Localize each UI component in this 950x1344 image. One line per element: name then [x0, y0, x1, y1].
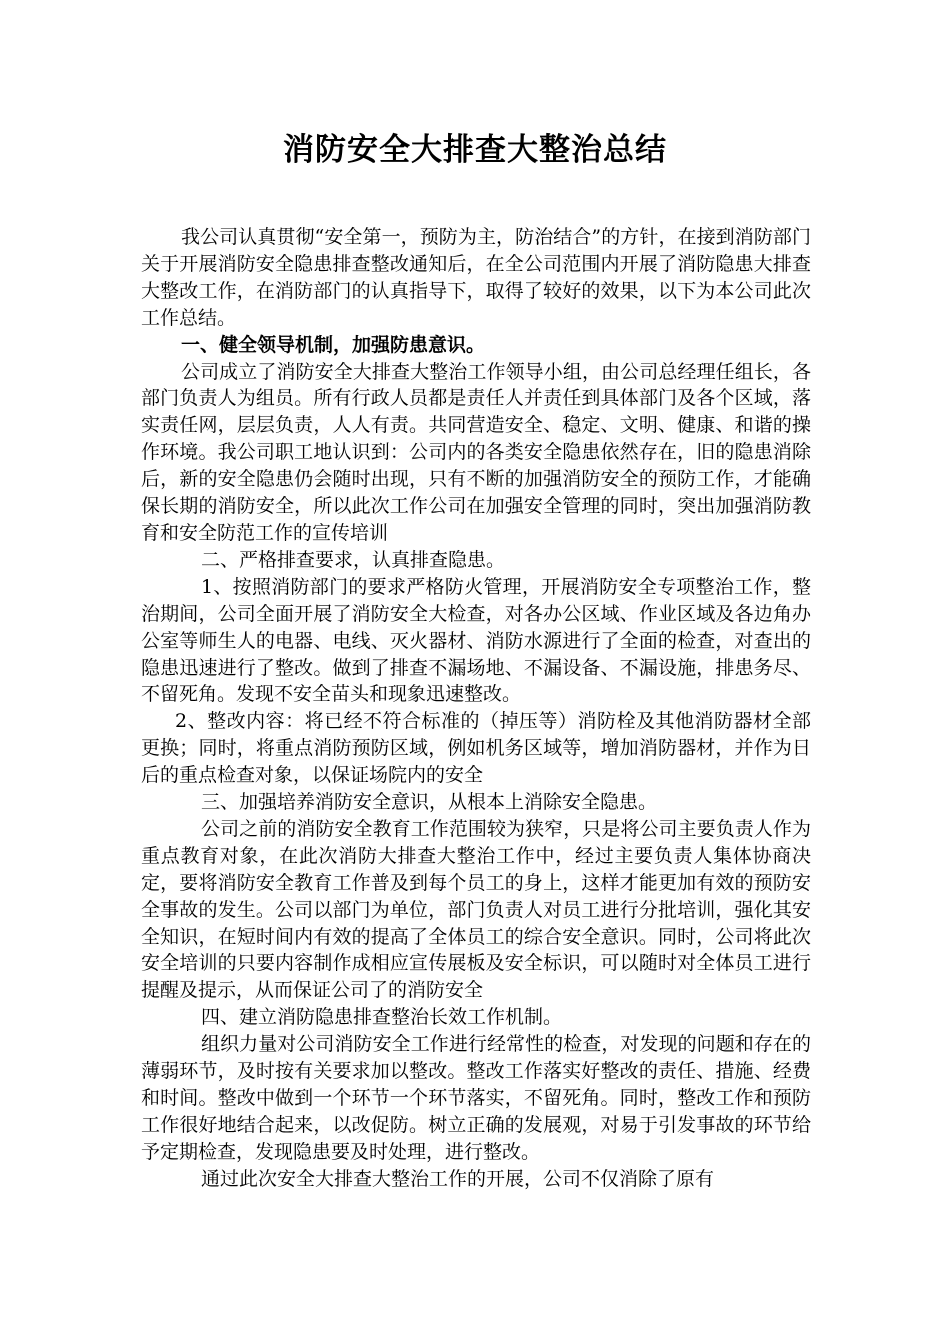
section-heading-3: 三、加强培养消防安全意识，从根本上消除安全隐患。: [201, 791, 658, 814]
section-2-item-2: 2、整改内容：将已经不符合标准的（掉压等）消防栓及其他消防器材全部更换；同时，将重点消防预防区域，例如机务区域等，增加消防器材，并作为日后的重点检查对象，以保证场院内的安全: [141, 710, 811, 787]
closing-paragraph: 通过此次安全大排查大整治工作的开展，公司不仅消除了原有: [201, 1167, 715, 1190]
section-4-paragraph: 组织力量对公司消防安全工作进行经常性的检查，对发现的问题和存在的薄弱环节，及时按有关要求加以整改。整改工作落实好整改的责任、措施、经费和时间。整改中做到一个环节一个环节落实，不留死角。同时，整改工作和预防工作很好地结合起来，以改促防。树立正确的发展观，对易于引发事故的环节给予定期检查，发现隐患要及时处理，进行整改。: [141, 1033, 811, 1163]
document-title: 消防安全大排查大整治总结: [283, 132, 667, 168]
section-3-paragraph: 公司之前的消防安全教育工作范围较为狭窄，只是将公司主要负责人作为重点教育对象，在此次消防大排查大整治工作中，经过主要负责人集体协商决定，要将消防安全教育工作普及到每个员工的身上，这样才能更加有效的预防安全事故的发生。公司以部门为单位，部门负责人对员工进行分批培训，强化其安全知识，在短时间内有效的提高了全体员工的综合安全意识。同时，公司将此次安全培训的只要内容制作成相应宣传展板及安全标识，可以随时对全体员工进行提醒及提示，从而保证公司了的消防安全: [141, 817, 811, 1002]
intro-paragraph: 我公司认真贯彻“安全第一，预防为主，防治结合”的方针，在接到消防部门关于开展消防安全隐患排查整改通知后，在全公司范围内开展了消防隐患大排查大整改工作，在消防部门的认真指导下，取得了较好的效果，以下为本公司此次工作总结。: [141, 226, 811, 329]
section-heading-4: 四、建立消防隐患排查整治长效工作机制。: [201, 1006, 563, 1029]
document-body: [141, 224, 811, 1193]
section-heading-1: 一、健全领导机制，加强防患意识。: [181, 333, 486, 356]
section-2-item-1: 1、按照消防部门的要求严格防火管理，开展消防安全专项整治工作，整治期间，公司全面开展了消防安全大检查，对各办公区域、作业区域及各边角办公室等师生人的电器、电线、灭火器材、消防水源进行了全面的检查，对查出的隐患迅速进行了整改。做到了排查不漏场地、不漏设备、不漏设施，排患务尽、不留死角。发现不安全苗头和现象迅速整改。: [141, 575, 811, 706]
section-1-paragraph: 公司成立了消防安全大排查大整治工作领导小组，由公司总经理任组长，各部门负责人为组员。所有行政人员都是责任人并责任到具体部门及各个区域，落实责任网，层层负责，人人有责。共同营造安全、稳定、文明、健康、和谐的操作环境。我公司职工地认识到：公司内的各类安全隐患依然存在，旧的隐患消除后，新的安全隐患仍会随时出现，只有不断的加强消防安全的预防工作，才能确保长期的消防安全，所以此次工作公司在加强安全管理的同时，突出加强消防教育和安全防范工作的宣传培训: [141, 360, 811, 544]
section-heading-2: 二、严格排查要求，认真排查隐患。: [201, 548, 506, 571]
